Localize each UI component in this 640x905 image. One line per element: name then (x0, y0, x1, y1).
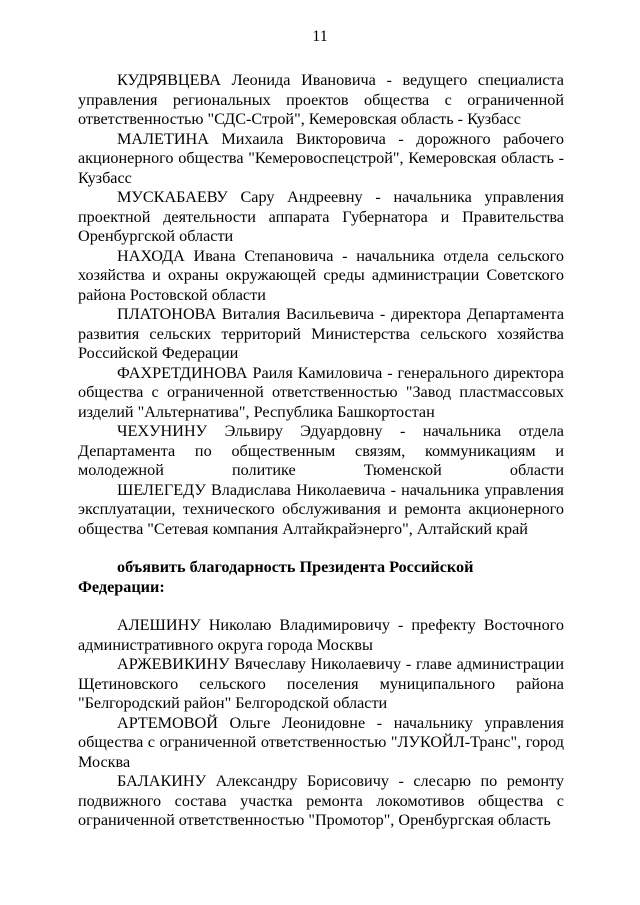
list-item: ШЕЛЕГЕДУ Владислава Николаевича - начальника управления эксплуатации, технического обслуживания и ремонта акционерного общества "Сетевая компания Алтайкрайэнерго", Алтайский край (78, 480, 564, 538)
list-item: АРЖЕВИКИНУ Вячеславу Николаевичу - главе администрации Щетиновского сельского поселения муниципального района "Белгородский район" Белгородской области (78, 655, 564, 712)
list-item: БАЛАКИНУ Александру Борисовичу - слесарю по ремонту подвижного состава участка ремонта локомотивов общества с ограниченной ответственностью "Промотор", Оренбургская область (78, 772, 564, 829)
document-body (78, 71, 564, 831)
list-item: ЧЕХУНИНУ Эльвиру Эдуардовну - начальника отдела Департамента по общественным связям, коммуникациям и молодежной политике Тюменской области (78, 422, 564, 479)
list-item: АЛЕШИНУ Николаю Владимировичу - префекту Восточного административного округа города Москвы (78, 616, 564, 654)
list-item: КУДРЯВЦЕВА Леонида Ивановича - ведущего специалиста управления региональных проектов общества с ограниченной ответственностью "СДС-Строй", Кемеровская область - Кузбасс (78, 71, 564, 128)
list-item: АРТЕМОВОЙ Ольге Леонидовне - начальнику управления общества с ограниченной ответственностью "ЛУКОЙЛ-Транс", город Москва (78, 713, 564, 771)
list-item: НАХОДА Ивана Степановича - начальника отдела сельского хозяйства и охраны окружающей среды администрации Советского района Ростовской области (78, 246, 564, 304)
page-number: 11 (312, 28, 328, 45)
list-item: МУСКАБАЕВУ Сару Андреевну - начальника управления проектной деятельности аппарата Губернатора и Правительства Оренбургской области (78, 188, 564, 245)
list-item: ФАХРЕТДИНОВА Раиля Камиловича - генерального директора общества с ограниченной ответственностью "Завод пластмассовых изделий "Альтернатива", Республика Башкортостан (78, 363, 564, 421)
section-heading: объявить благодарность Президента Российской Федерации: (78, 558, 474, 596)
spacer (78, 539, 564, 558)
list-item: ПЛАТОНОВА Виталия Васильевича - директора Департамента развития сельских территорий Министерства сельского хозяйства Российской Федерации (78, 305, 564, 362)
list-item: МАЛЕТИНА Михаила Викторовича - дорожного рабочего акционерного общества "Кемеровоспецстрой", Кемеровская область - Кузбасс (78, 129, 564, 187)
spacer (78, 597, 564, 616)
